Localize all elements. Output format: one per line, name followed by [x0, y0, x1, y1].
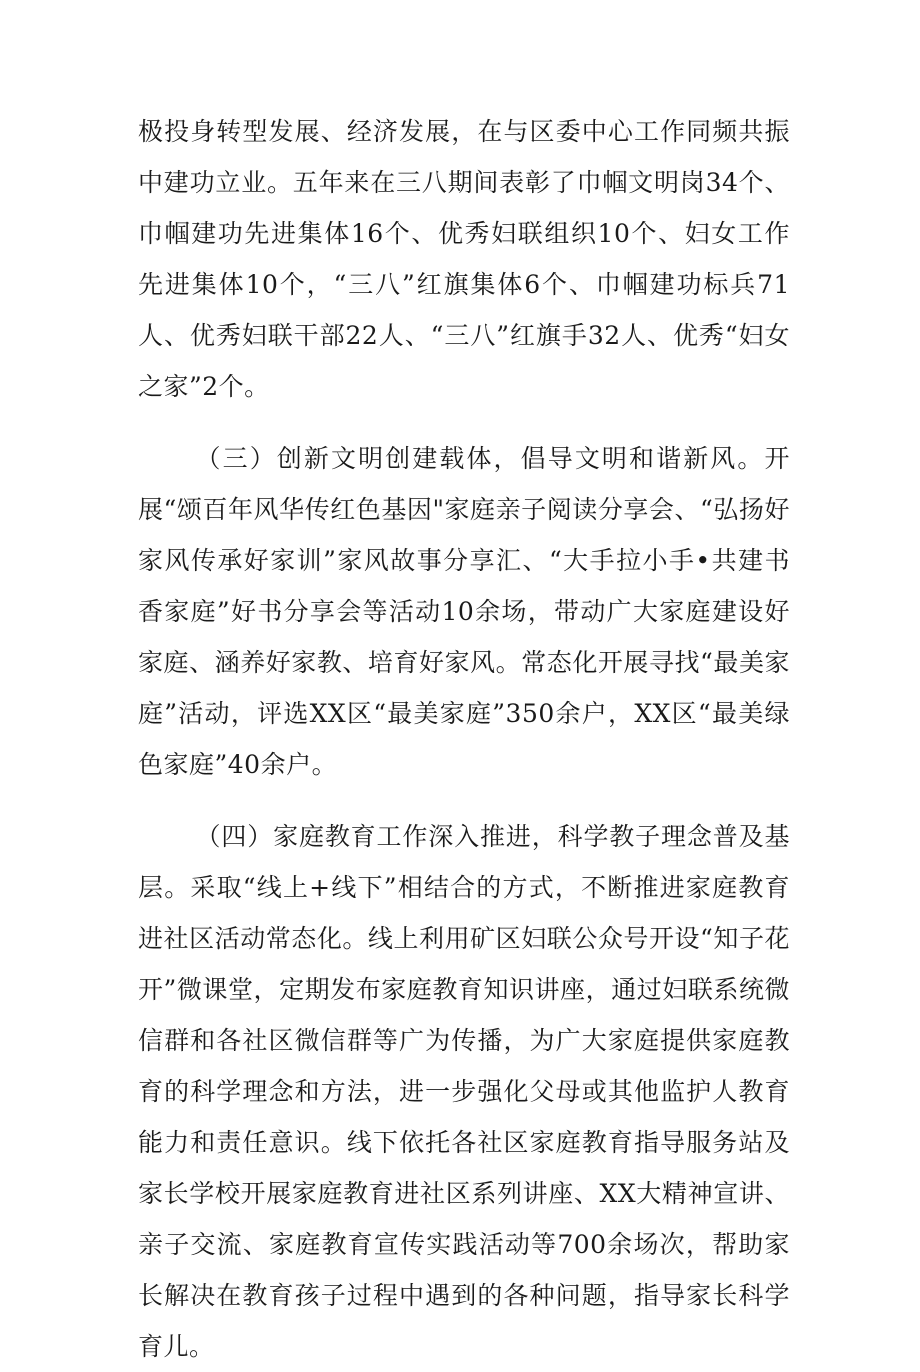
paragraph-women-achievements: 极投身转型发展、经济发展，在与区委中心工作同频共振中建功立业。五年来在三八期间表彰了巾帼文明岗34个、巾帼建功先进集体16个、优秀妇联组织10个、妇女工作先进集体10个，“三八”红旗集体6个、巾帼建功标兵71人、优秀妇联干部22人、“三八”红旗手32人、优秀“妇女之家”2个。: [138, 117, 790, 401]
paragraph-family-education: （四）家庭教育工作深入推进，科学教子理念普及基层。采取“线上+线下”相结合的方式，不断推进家庭教育进社区活动常态化。线上利用矿区妇联公众号开设“知子花开”微课堂，定期发布家庭教育知识讲座，通过妇联系统微信群和各社区微信群等广为传播，为广大家庭提供家庭教育的科学理念和方法，进一步强化父母或其他监护人教育能力和责任意识。线下依托各社区家庭教育指导服务站及家长学校开展家庭教育进社区系列讲座、XX大精神宣讲、亲子交流、家庭教育宣传实践活动等700余场次，帮助家长解决在教育孩子过程中遇到的各种问题，指导家长科学育儿。: [138, 822, 790, 1361]
document-body: [138, 106, 790, 1372]
paragraph-civilization-creation: （三）创新文明创建载体，倡导文明和谐新风。开展“颂百年风华传红色基因"家庭亲子阅读分享会、“弘扬好家风传承好家训”家风故事分享汇、“大手拉小手•共建书香家庭”好书分享会等活动10余场，带动广大家庭建设好家庭、涵养好家教、培育好家风。常态化开展寻找“最美家庭”活动，评选XX区“最美家庭”350余户，XX区“最美绿色家庭”40余户。: [138, 444, 790, 779]
